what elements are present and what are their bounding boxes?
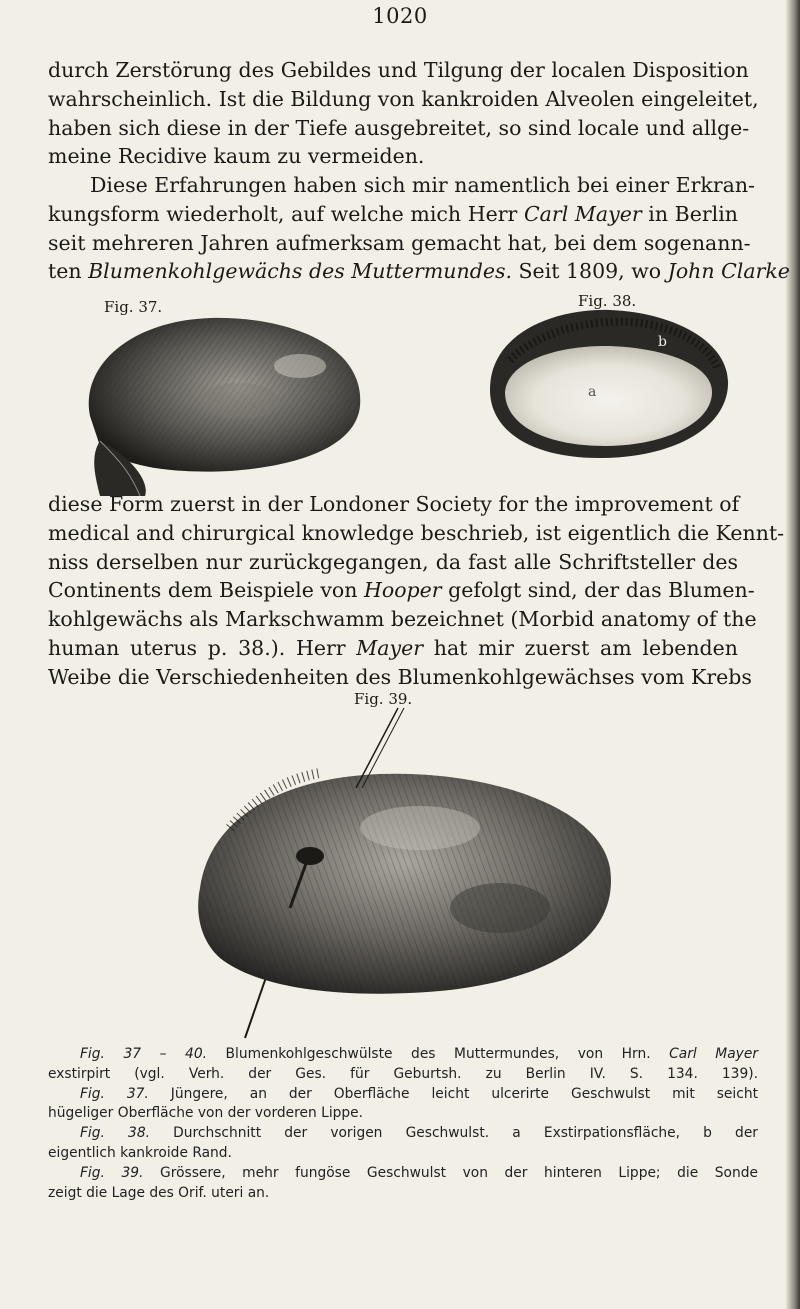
caption-line: Fig. 37 – 40. Blumenkohlgeschwülste des Muttermundes, von Hrn. Carl Mayer [80,1046,758,1062]
paragraph-2 [48,171,790,286]
text-line: wahrscheinlich. Ist die Bildung von kankroiden Alveolen eingeleitet, [48,86,759,111]
page-edge-shadow [786,0,800,1309]
text-line: diese Form zuerst in der Londoner Society for the improvement of [48,492,740,516]
text-line: Weibe die Verschiedenheiten des Blumenkohlgewächses vom Krebs [48,664,752,689]
text-line: durch Zerstörung des Gebildes und Tilgung der localen Disposition [48,58,749,82]
caption-line: Fig. 38. Durchschnitt der vorigen Geschwulst. a Exstirpationsfläche, b der [80,1125,758,1142]
author-name: Carl Mayer [524,201,642,226]
text-line: seit mehreren Jahren aufmerksam gemacht hat, bei dem sogenann- [48,230,751,255]
page-number: 1020 [372,4,428,28]
text-line: niss derselben nur zurückgegangen, da fast alle Schriftsteller des [48,549,738,574]
caption-line: Fig. 39. Grössere, mehr fungöse Geschwulst von der hinteren Lippe; die Sonde [80,1164,758,1181]
text-line: Continents dem Beispiele von Hooper gefolgt sind, der das Blumen- [48,578,755,603]
text-line: human uterus p. 38.). Herr Mayer hat mir zuerst am lebenden [48,635,739,660]
caption-line: zeigt die Lage des Orif. uteri an. [48,1184,270,1201]
fig-39-label: Fig. 39. [354,690,413,708]
fig-38-letter-b: b [658,334,667,350]
author-name: Carl Mayer [669,1046,758,1062]
caption-line: Fig. 37. Jüngere, an der Oberfläche leicht ulcerirte Geschwulst mit seicht [80,1085,758,1102]
fig-37-illustration [60,306,380,496]
paragraph-3 [48,490,785,692]
text-line: ten Blumenkohlgewächs des Muttermundes. Seit 1809, wo John Clarke [48,259,790,284]
text-line: medical and chirurgical knowledge beschrieb, ist eigentlich die Kennt- [48,520,785,545]
author-name: John Clarke [667,259,790,284]
author-name: Mayer [356,635,424,660]
fig-39-illustration [170,708,650,1038]
text-line: kohlgewächs als Markschwamm bezeichnet (Morbid anatomy of the [48,607,757,632]
caption-line: exstirpirt (vgl. Verh. der Ges. für Geburtsh. zu Berlin IV. S. 134. 139). [48,1065,758,1082]
paragraph-1 [48,56,759,171]
text-line: haben sich diese in der Tiefe ausgebreitet, so sind locale und allge- [48,115,750,140]
disease-term: Blumenkohlgewächs des Muttermundes. [88,259,512,284]
caption-line: eigentlich kankroide Rand. [48,1144,232,1161]
fig-37-label: Fig. 37. [104,298,163,316]
fig-38-letter-a: a [588,384,597,400]
author-name: Hooper [363,578,442,603]
fig-38-illustration [450,300,750,470]
fig-38-label: Fig. 38. [578,292,637,310]
caption-line: hügeliger Oberfläche von der vorderen Lippe. [48,1105,364,1122]
text-line: kungsform wiederholt, auf welche mich Herr Carl Mayer in Berlin [48,201,738,226]
text-line: meine Recidive kaum zu vermeiden. [48,144,425,169]
figure-caption [48,1045,758,1203]
text-line: Diese Erfahrungen haben sich mir namentlich bei einer Erkran- [90,173,755,197]
